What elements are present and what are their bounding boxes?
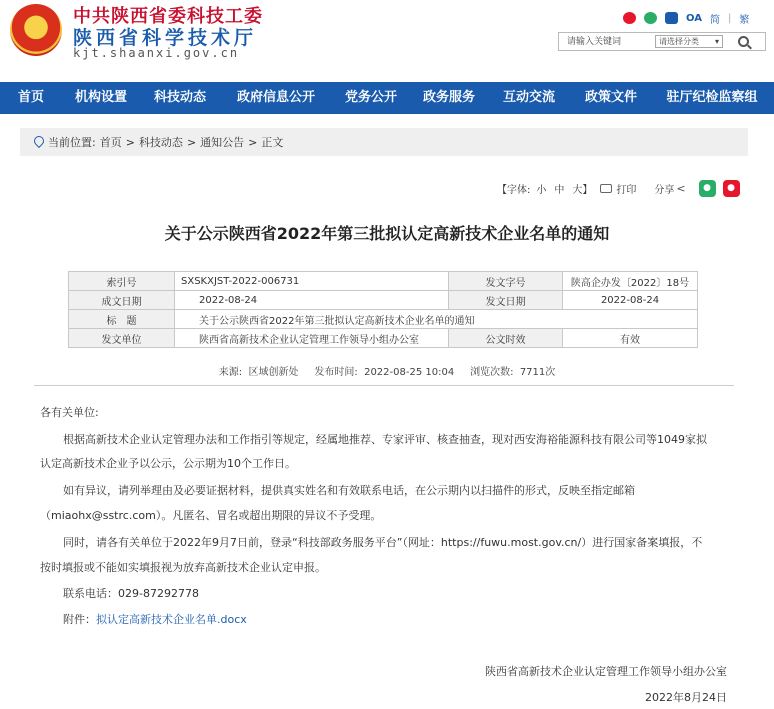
simplified-link[interactable]: 简 xyxy=(709,14,720,26)
font-size-close: 】 xyxy=(582,184,593,196)
signature-date: 2022年8月24日 xyxy=(645,691,727,704)
info-value: 关于公示陕西省2022年第三批拟认定高新技术企业名单的通知 xyxy=(175,310,698,329)
print-icon[interactable] xyxy=(600,184,612,193)
info-key: 发文单位 xyxy=(69,329,175,348)
font-small-button[interactable]: 小 xyxy=(536,184,547,196)
signature-org: 陕西省高新技术企业认定管理工作领导小组办公室 xyxy=(485,665,727,678)
font-medium-button[interactable]: 中 xyxy=(554,184,565,196)
location-pin-icon xyxy=(34,136,44,148)
site-domain: kjt.shaanxi.gov.cn xyxy=(73,46,240,60)
oa-link[interactable]: OA xyxy=(686,12,702,24)
search-box xyxy=(558,32,766,51)
nav-item-news[interactable]: 科技动态 xyxy=(153,90,206,105)
info-value: 陕西省高新技术企业认定管理工作领导小组办公室 xyxy=(175,329,449,348)
nav-item-gov-services[interactable]: 政务服务 xyxy=(422,90,475,105)
info-key: 索引号 xyxy=(69,272,175,291)
body-paragraph-3-line-2: 按时填报或不能如实填报视为放弃高新技术企业认定申报。 xyxy=(40,561,326,574)
site-title-party: 中共陕西省委科技工委 xyxy=(73,6,263,27)
breadcrumb-home[interactable]: 首页 xyxy=(99,136,122,149)
breadcrumb-separator: > xyxy=(248,135,258,149)
traditional-link[interactable]: 繁 xyxy=(739,14,750,26)
info-key: 公文时效 xyxy=(449,329,563,348)
table-row xyxy=(69,291,698,310)
font-large-button[interactable]: 大 xyxy=(572,184,583,196)
info-value: SXSKXJST-2022-006731 xyxy=(175,272,449,291)
search-input[interactable] xyxy=(559,33,655,50)
site-header xyxy=(0,0,774,82)
wechat-icon[interactable] xyxy=(644,12,657,24)
search-button[interactable] xyxy=(733,33,753,50)
main-nav xyxy=(0,82,774,114)
table-row xyxy=(69,310,698,329)
site-title-dept: 陕西省科学技术厅 xyxy=(73,27,258,49)
breadcrumb-label: 当前位置: xyxy=(48,136,96,149)
article-meta: 来源: 区域创新处 发布时间: 2022-08-25 10:04 浏览次数: 7711次 xyxy=(218,367,556,378)
font-size-label: 【字体: xyxy=(497,184,531,196)
attachment-link[interactable]: 拟认定高新技术企业名单.docx xyxy=(96,613,247,626)
article-tools xyxy=(497,179,740,197)
category-select-label: 请选择分类 xyxy=(659,37,699,46)
nav-item-organization[interactable]: 机构设置 xyxy=(74,90,127,105)
breadcrumb-notices[interactable]: 通知公告 xyxy=(200,136,245,149)
lang-separator: | xyxy=(727,12,732,24)
breadcrumb-news[interactable]: 科技动态 xyxy=(138,136,183,149)
body-paragraph-3-line-1: 同时，请各有关单位于2022年9月7日前，登录“科技部政务服务平台”（网址：https://fuwu.most.gov.cn/）进行国家备案填报，不 xyxy=(63,536,703,549)
nav-item-policy[interactable]: 政策文件 xyxy=(584,90,637,105)
info-key: 发文字号 xyxy=(449,272,563,291)
info-key: 标 题 xyxy=(69,310,175,329)
table-row xyxy=(69,272,698,291)
share-label: 分享 xyxy=(654,184,675,196)
body-paragraph-2-line-2: （miaohx@sstrc.com）。凡匿名、冒名或超出期限的异议不予受理。 xyxy=(40,509,382,522)
mail-icon[interactable] xyxy=(665,12,678,24)
share-wechat-icon[interactable]: ● xyxy=(699,180,716,197)
category-select[interactable] xyxy=(655,35,723,48)
divider xyxy=(34,385,734,386)
info-key: 成文日期 xyxy=(69,291,175,310)
info-value: 有效 xyxy=(563,329,698,348)
chevron-down-icon: ▾ xyxy=(714,37,719,46)
breadcrumb-separator: > xyxy=(125,135,135,149)
nav-item-discipline[interactable]: 驻厅纪检监察组 xyxy=(666,90,758,105)
info-value: 陕高企办发〔2022〕18号 xyxy=(563,272,698,291)
info-key: 发文日期 xyxy=(449,291,563,310)
share-icon: < xyxy=(676,181,686,195)
info-value: 2022-08-24 xyxy=(175,291,449,310)
body-paragraph-2-line-1: 如有异议，请列举理由及必要证据材料，提供真实姓名和有效联系电话，在公示期内以扫描件的形式，反映至指定邮箱 xyxy=(63,484,635,497)
nav-item-interaction[interactable]: 互动交流 xyxy=(502,90,555,105)
national-emblem-logo: ★ xyxy=(10,4,62,56)
nav-item-home[interactable]: 首页 xyxy=(17,90,44,105)
body-paragraph-1-line-1: 根据高新技术企业认定管理办法和工作指引等规定，经属地推荐、专家评审、核查抽查，现对西安海裕能源科技有限公司等1049家拟 xyxy=(63,433,707,446)
search-icon xyxy=(738,36,749,47)
print-button[interactable]: 打印 xyxy=(616,184,637,196)
body-paragraph-1-line-2: 认定高新技术企业予以公示，公示期为10个工作日。 xyxy=(40,457,296,470)
info-value: 2022-08-24 xyxy=(563,291,698,310)
article-title: 关于公示陕西省2022年第三批拟认定高新技术企业名单的通知 xyxy=(164,224,610,243)
breadcrumb xyxy=(20,128,748,156)
share-weibo-icon[interactable]: ● xyxy=(723,180,740,197)
breadcrumb-separator: > xyxy=(186,135,197,149)
table-row xyxy=(69,329,698,348)
attachment-row xyxy=(63,611,247,627)
weibo-icon[interactable] xyxy=(623,12,636,24)
attachment-label: 附件： xyxy=(63,613,96,626)
nav-item-party-affairs[interactable]: 党务公开 xyxy=(344,90,397,105)
nav-item-info-disclosure[interactable]: 政府信息公开 xyxy=(236,90,315,105)
document-info-table xyxy=(68,271,698,348)
contact-phone: 联系电话：029-87292778 xyxy=(63,587,199,600)
top-tools xyxy=(623,11,749,25)
breadcrumb-current: 正文 xyxy=(261,136,284,149)
salutation: 各有关单位: xyxy=(40,406,99,419)
